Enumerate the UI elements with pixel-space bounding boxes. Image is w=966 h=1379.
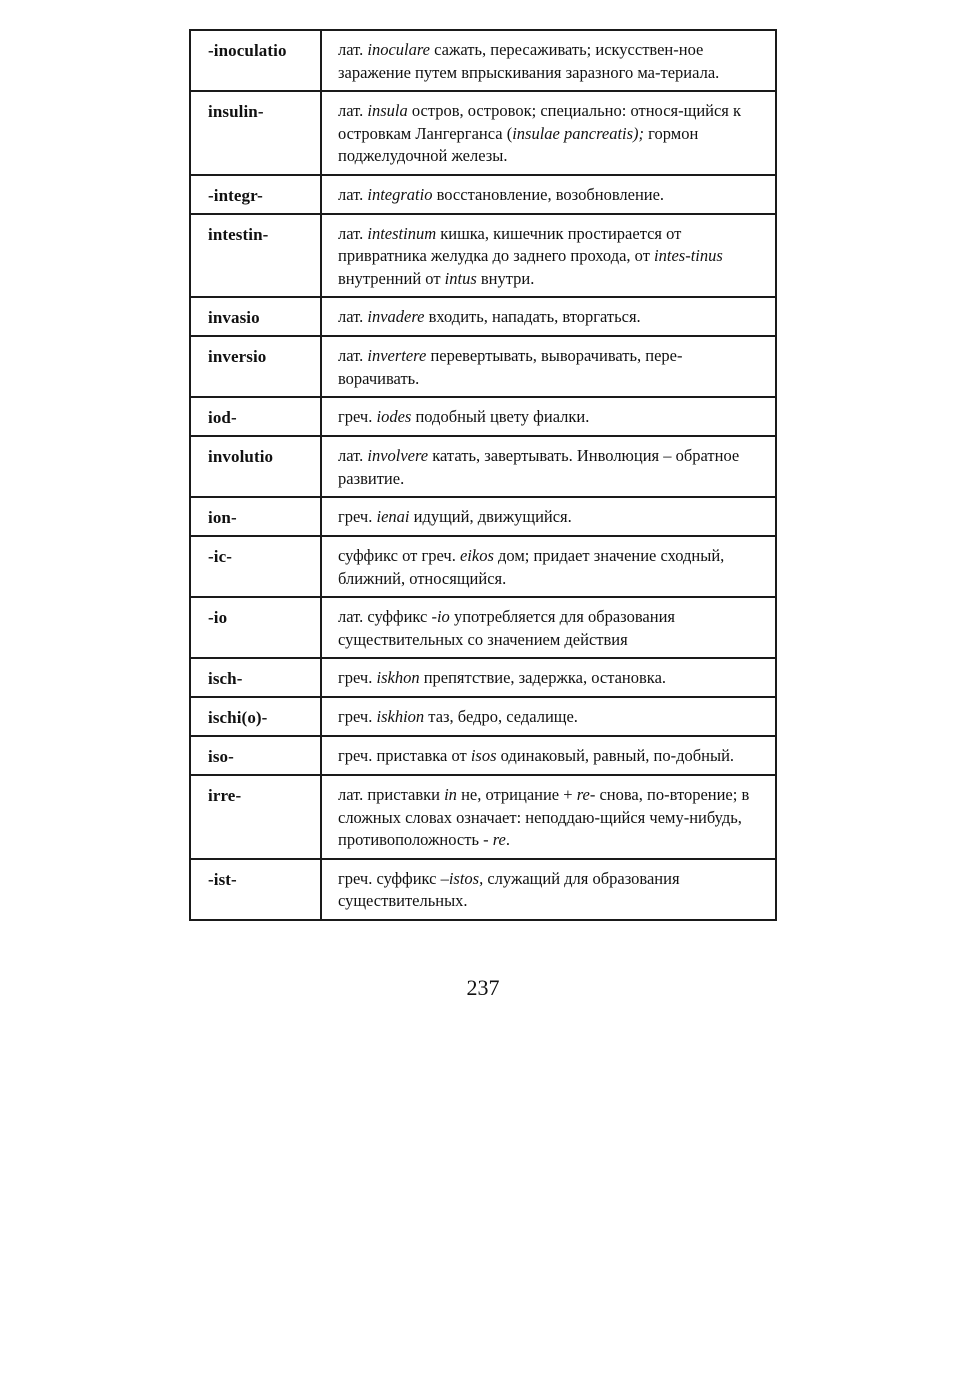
table-row <box>190 597 776 658</box>
entry-definition <box>322 737 775 774</box>
definition-text: лат. приставки <box>338 785 445 804</box>
definition-cell <box>321 175 776 214</box>
definition-cell <box>321 397 776 436</box>
entry-definition <box>322 659 775 696</box>
entry-term: ischi(o)- <box>208 708 268 727</box>
definition-text: дом; придает значение сходный, ближний, относящийся. <box>338 546 725 588</box>
definition-text: греч. <box>338 668 377 687</box>
definition-cell <box>321 30 776 91</box>
term-cell <box>190 658 321 697</box>
definition-cell <box>321 597 776 658</box>
entry-definition <box>322 860 775 919</box>
definition-italic-text: ienai <box>376 507 410 526</box>
definition-text: лат. <box>338 101 368 120</box>
definition-text: лат. суффикс <box>338 607 432 626</box>
entry-definition <box>322 215 775 297</box>
entry-term: -io <box>208 608 228 627</box>
entry-term: -integr- <box>208 185 263 205</box>
definition-italic-text: invadere <box>367 307 425 326</box>
definition-text: гормон поджелудочной железы. <box>338 123 699 165</box>
definition-italic-text: intes-tinus <box>654 246 723 265</box>
definition-italic-text: iodes <box>376 407 412 426</box>
term-cell <box>190 397 321 436</box>
table-row <box>190 297 776 336</box>
term-cell <box>190 697 321 736</box>
entry-definition <box>322 92 775 174</box>
table-row <box>190 859 776 920</box>
table-row <box>190 436 776 497</box>
entry-definition <box>322 437 775 496</box>
definition-italic-text: invertere <box>367 346 427 365</box>
table-row <box>190 658 776 697</box>
definition-cell <box>321 297 776 336</box>
table-row <box>190 397 776 436</box>
definition-italic-text: involvere <box>367 446 429 465</box>
definition-cell <box>321 658 776 697</box>
definition-italic-text: eikos <box>459 546 494 565</box>
entry-term: iod- <box>208 408 237 427</box>
entry-definition <box>322 176 775 213</box>
entry-definition <box>322 698 775 735</box>
entry-term: -ic- <box>208 547 232 566</box>
dictionary-table-body <box>190 30 776 920</box>
definition-cell <box>321 336 776 397</box>
table-row <box>190 175 776 214</box>
definition-italic-text: –istos, <box>440 868 484 888</box>
term-cell <box>190 175 321 214</box>
definition-text: внутренний от <box>338 268 445 288</box>
definition-text: идущий, движущийся. <box>409 507 572 526</box>
table-row <box>190 775 776 859</box>
entry-term: iso- <box>208 747 234 766</box>
term-cell <box>190 497 321 536</box>
definition-italic-text: intestinum <box>367 223 437 243</box>
entry-term: -inoculatio <box>208 41 287 60</box>
term-cell <box>190 436 321 497</box>
entry-definition <box>322 537 775 596</box>
definition-text: греч. суффикс <box>338 868 441 888</box>
definition-italic-text: iskhon <box>376 668 420 687</box>
definition-text: снова, по-вторение; в сложных словах означает: неподдаю-щийся чему-нибудь, противоположность - <box>338 785 750 849</box>
entry-term: intestin- <box>208 224 269 244</box>
entry-term: invasio <box>208 308 260 327</box>
term-cell <box>190 597 321 658</box>
definition-text: восстановление, возобновление. <box>432 184 665 204</box>
entry-definition <box>322 498 775 535</box>
definition-cell <box>321 91 776 175</box>
term-cell <box>190 859 321 920</box>
definition-text: не, отрицание + <box>456 785 577 804</box>
definition-italic-text: iskhion <box>376 707 425 726</box>
definition-text: катать, завертывать. Инволюция – обратное развитие. <box>338 446 740 488</box>
table-row <box>190 497 776 536</box>
definition-italic-text: insulae pancreatis); <box>512 123 645 143</box>
definition-cell <box>321 697 776 736</box>
dictionary-table <box>189 29 777 921</box>
table-row <box>190 536 776 597</box>
definition-italic-text: re- <box>576 785 596 804</box>
definition-text: лат. <box>338 346 368 365</box>
definition-cell <box>321 859 776 920</box>
definition-text: сажать, пересаживать; искусствен-ное заражение путем впрыскивания заразного ма-териала. <box>338 40 720 82</box>
table-row <box>190 697 776 736</box>
definition-italic-text: integratio <box>367 184 433 204</box>
page-number: 237 <box>466 975 500 1000</box>
definition-text: одинаковый, равный, по-добный. <box>496 746 735 765</box>
definition-text: греч. <box>338 407 377 426</box>
definition-text: таз, бедро, седалище. <box>424 707 578 726</box>
definition-italic-text: isos <box>470 746 497 765</box>
definition-italic-text: in <box>444 785 457 804</box>
entry-term: inversio <box>208 347 267 366</box>
definition-text: греч. <box>338 507 377 526</box>
definition-text: греч. приставка от <box>338 746 471 765</box>
entry-term: involutio <box>208 447 274 466</box>
term-cell <box>190 297 321 336</box>
definition-text: лат. <box>338 40 368 59</box>
definition-text: препятствие, задержка, остановка. <box>419 668 667 687</box>
definition-text: служащий для образования существительных. <box>338 868 680 910</box>
table-row <box>190 214 776 298</box>
definition-text: суффикс от греч. <box>338 546 460 565</box>
definition-text: лат. <box>338 307 368 326</box>
definition-text: лат. <box>338 446 368 465</box>
definition-text: входить, нападать, вторгаться. <box>424 307 641 326</box>
entry-definition <box>322 298 775 335</box>
definition-italic-text: intus <box>444 268 477 288</box>
definition-text: кишка, кишечник простирается от привратника желудка до заднего прохода, от <box>338 223 682 265</box>
table-row <box>190 336 776 397</box>
term-cell <box>190 214 321 298</box>
definition-text: употребляется для образования существительных со значением действия <box>338 607 675 649</box>
entry-term: ion- <box>208 508 237 527</box>
definition-italic-text: -io <box>431 607 450 626</box>
definition-cell <box>321 497 776 536</box>
entry-definition <box>322 776 775 858</box>
definition-text: греч. <box>338 707 377 726</box>
entry-definition <box>322 598 775 657</box>
entry-term: -ist- <box>208 869 237 889</box>
definition-text: перевертывать, выворачивать, пере-ворачивать. <box>338 346 683 388</box>
definition-cell <box>321 536 776 597</box>
term-cell <box>190 91 321 175</box>
definition-cell <box>321 775 776 859</box>
entry-term: insulin- <box>208 102 264 121</box>
term-cell <box>190 30 321 91</box>
entry-definition <box>322 337 775 396</box>
term-cell <box>190 775 321 859</box>
definition-text: . <box>505 830 510 849</box>
table-row <box>190 736 776 775</box>
definition-text: остров, островок; специально: относя-щийся к островкам Лангерганса ( <box>338 101 742 143</box>
table-row <box>190 91 776 175</box>
definition-text: подобный цвету фиалки. <box>411 407 590 426</box>
definition-italic-text: insula <box>367 101 408 120</box>
entry-term: irre- <box>208 786 242 805</box>
definition-cell <box>321 736 776 775</box>
definition-italic-text: inoculare <box>367 40 430 59</box>
entry-definition <box>322 31 775 90</box>
definition-cell <box>321 436 776 497</box>
definition-italic-text: re <box>492 830 506 849</box>
term-cell <box>190 736 321 775</box>
table-row <box>190 30 776 91</box>
term-cell <box>190 536 321 597</box>
definition-cell <box>321 214 776 298</box>
entry-term: isch- <box>208 669 243 688</box>
definition-text: внутри. <box>476 268 535 288</box>
definition-text: лат. <box>338 223 368 243</box>
term-cell <box>190 336 321 397</box>
entry-definition <box>322 398 775 435</box>
definition-text: лат. <box>338 184 368 204</box>
